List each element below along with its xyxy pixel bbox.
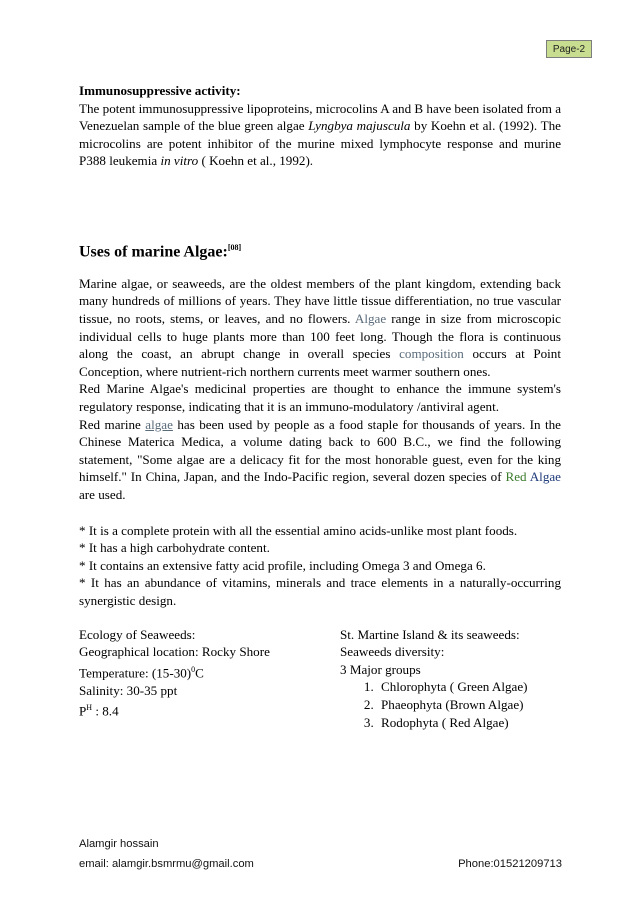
uses-text-1c: occurs at Point Conception, where nutrient-rich northern currents meet warmer southern ones. [79,346,561,379]
benefit-item: * It contains an extensive fatty acid profile, including Omega 3 and Omega 6. [79,557,486,573]
benefit-item: * It has a high carbohydrate content. [79,540,270,556]
island-column [340,626,570,732]
ecology-ph [79,699,339,720]
uses-text-3c: are used. [79,487,126,503]
island-groups: 3 Major groups [340,661,421,677]
author-name: Alamgir hossain [79,838,159,850]
red-link[interactable]: Red [505,469,527,485]
uses-text-1b: range in size from microscopic individual cells to huge plants more than 100 feet long. Though the flora is continuous along the coast, an abrupt change in overall species [79,311,561,362]
immuno-text-3: ( Koehn et al., 1992). [198,153,314,169]
temperature-degree: 0 [191,664,196,674]
red-algae-link[interactable]: Algae [526,469,561,485]
immuno-paragraph [79,100,561,170]
list-item: 3. Rodophyta ( Red Algae) [377,714,570,732]
benefits-list [79,522,561,610]
ph-superscript: H [86,703,93,713]
uses-paragraph-2: Red Marine Algae's medicinal properties are thought to enhance the immune system's regulatory response, indicating that it is an immuno-modulatory /antiviral agent. [79,381,561,415]
page-footer [79,834,569,874]
uses-heading-text: Uses of marine Algae: [79,243,228,261]
uses-paragraph-1 [79,275,561,381]
in-vitro-term: in vitro [160,153,199,169]
temperature-text: Temperature: (15-30) [79,665,192,681]
list-item: 1. Chlorophyta ( Green Algae) [377,678,570,696]
algae-link[interactable]: Algae [354,311,387,327]
page-content [79,82,561,736]
uses-reference: [08] [227,242,242,252]
uses-text-3b: has been used by people as a food staple for thousands of years. In the Chinese Materica Medica, a volume dating back to 600 B.C., we find the following statement, "Some algae are a delicacy fit for the most honorable guest, even for the king himself." In China, Japan, and the Indo-Pacific region, several dozen species of [79,416,561,485]
algae-underlined-link[interactable]: algae [145,416,173,432]
uses-paragraph-3 [79,416,561,504]
author-email: email: alamgir.bsmrmu@gmail.com [79,858,254,870]
page-number-badge: Page-2 [546,40,592,58]
benefit-item: * It is a complete protein with all the essential amino acids-unlike most plant foods. [79,522,518,538]
immuno-text-2: by Koehn et al. (1992). The microcolins are potent inhibitor of the murine mixed lymphocyte response and murine P388 leukemia [79,118,561,169]
composition-link[interactable]: composition [399,346,464,362]
benefit-item: * It has an abundance of vitamins, minerals and trace elements in a naturally-occurring synergistic design. [79,575,561,608]
algae-groups-list [340,678,570,731]
two-column-section [79,626,561,736]
immuno-heading: Immunosuppressive activity: [79,83,241,98]
ecology-location: Geographical location: Rocky Shore [79,644,270,660]
uses-heading [79,239,561,261]
ecology-title: Ecology of Seaweeds: [79,626,196,642]
list-item: 2. Phaeophyta (Brown Algae) [377,696,570,714]
uses-text-1a: Marine algae, or seaweeds, are the oldest members of the plant kingdom, extending back many hundreds of millions of years. They have little tissue differentiation, no true vascular tissue, no roots, stems, or leaves, and no flowers. [79,275,561,327]
ecology-salinity: Salinity: 30-35 ppt [79,682,178,698]
ecology-temperature [79,661,339,682]
temperature-unit: C [195,665,204,681]
species-name: Lyngbya majuscula [308,118,411,134]
author-phone: Phone:01521209713 [458,858,562,870]
island-diversity: Seaweeds diversity: [340,644,445,660]
ecology-column [79,626,339,721]
ph-value: : 8.4 [92,703,119,719]
ph-letter: P [79,703,87,719]
island-title: St. Martine Island & its seaweeds: [340,626,520,642]
uses-text-3a: Red marine [79,416,146,432]
immuno-text-1: The potent immunosuppressive lipoproteins, microcolins A and B have been isolated from a Venezuelan sample of the blue green algae [79,100,561,134]
